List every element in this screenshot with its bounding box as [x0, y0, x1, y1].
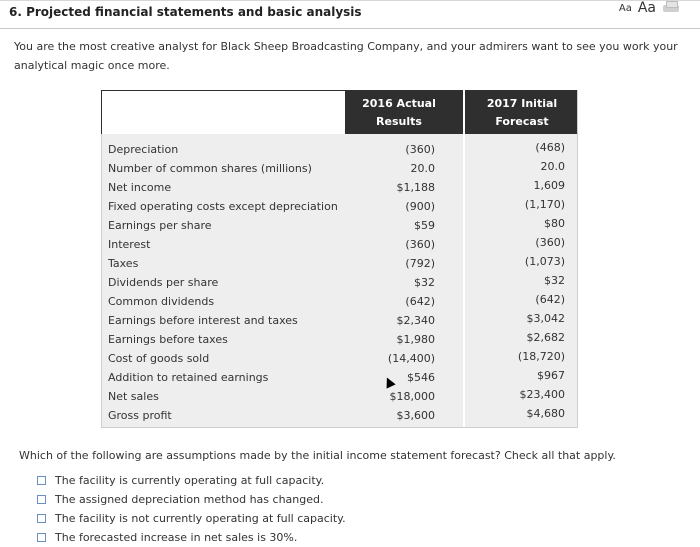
row-label: Number of common shares (millions): [108, 162, 312, 175]
value-2016: (360): [405, 238, 435, 251]
title-divider: [0, 28, 700, 29]
increase-font-button[interactable]: Aa: [637, 0, 656, 16]
value-2016: $32: [414, 276, 435, 289]
checkbox[interactable]: [37, 495, 46, 504]
value-2016: $2,340: [396, 314, 435, 327]
header-2017-line1: 2017 Initial: [486, 97, 558, 110]
value-2017[interactable]: (360): [535, 236, 565, 249]
checkbox[interactable]: [37, 514, 46, 523]
value-2016: $546: [407, 371, 435, 384]
table-header-blank-cell: [102, 91, 345, 134]
value-2016: (14,400): [387, 352, 435, 365]
value-2017[interactable]: $32: [544, 274, 565, 287]
row-label: Depreciation: [108, 143, 179, 156]
row-label: Net sales: [108, 390, 159, 403]
header-2017-line2: Forecast: [495, 115, 549, 128]
row-label: Fixed operating costs except depreciation: [108, 200, 338, 213]
value-2016: (900): [405, 200, 435, 213]
checkbox[interactable]: [37, 533, 46, 542]
option-label[interactable]: The facility is not currently operating at full capacity.: [55, 512, 346, 525]
checkbox[interactable]: [37, 476, 46, 485]
value-2017[interactable]: (1,073): [524, 255, 565, 268]
header-2016-line1: 2016 Actual: [362, 97, 436, 110]
row-label: Addition to retained earnings: [108, 371, 269, 384]
value-2016: $1,188: [396, 181, 435, 194]
row-label: Dividends per share: [108, 276, 219, 289]
value-2017[interactable]: $2,682: [526, 331, 565, 344]
value-2017[interactable]: 1,609: [533, 179, 565, 192]
row-label: Earnings per share: [108, 219, 212, 232]
row-label: Taxes: [108, 257, 139, 270]
answer-options: [37, 471, 346, 547]
row-label: Cost of goods sold: [108, 352, 210, 365]
top-border: [0, 0, 700, 1]
value-2017[interactable]: $23,400: [519, 388, 565, 401]
question-prompt: Which of the following are assumptions made by the initial income statement forecast? Check all that apply.: [19, 449, 616, 462]
row-label: Interest: [108, 238, 151, 251]
option-label[interactable]: The assigned depreciation method has changed.: [55, 493, 324, 506]
value-2017[interactable]: $3,042: [526, 312, 565, 325]
value-2016: $59: [414, 219, 435, 232]
row-label: Net income: [108, 181, 172, 194]
value-2016: $1,980: [396, 333, 435, 346]
column-separator: [463, 90, 465, 427]
value-2017[interactable]: (1,170): [524, 198, 565, 211]
row-label: Gross profit: [108, 409, 172, 422]
print-icon[interactable]: [662, 1, 680, 15]
value-2016: (792): [405, 257, 435, 270]
value-2016: (642): [405, 295, 435, 308]
header-2016-actual: [345, 95, 453, 131]
row-label: Earnings before interest and taxes: [108, 314, 298, 327]
row-labels: [108, 140, 338, 425]
header-2017-forecast: [468, 95, 576, 131]
intro-text: You are the most creative analyst for Black Sheep Broadcasting Company, and your admirers want to see you work your analytical magic once more.: [14, 40, 678, 72]
decrease-font-button[interactable]: Aa: [618, 2, 632, 14]
value-2016: (360): [405, 143, 435, 156]
header-2016-line2: Results: [376, 115, 422, 128]
value-2017[interactable]: $4,680: [526, 407, 565, 420]
values-2017: [468, 138, 565, 423]
option-label[interactable]: The facility is currently operating at full capacity.: [55, 474, 325, 487]
row-label: Common dividends: [108, 295, 215, 308]
option-label[interactable]: The forecasted increase in net sales is 30%.: [55, 531, 298, 544]
option-item[interactable]: [37, 509, 346, 528]
value-2017[interactable]: (468): [535, 141, 565, 154]
value-2017[interactable]: 20.0: [540, 160, 565, 173]
value-2017[interactable]: $80: [544, 217, 565, 230]
value-2016: $3,600: [396, 409, 435, 422]
row-label: Earnings before taxes: [108, 333, 228, 346]
option-item[interactable]: [37, 528, 346, 547]
font-controls: [619, 0, 680, 16]
value-2017[interactable]: (18,720): [517, 350, 565, 363]
option-item[interactable]: [37, 490, 346, 509]
question-title: 6. Projected financial statements and basic analysis: [9, 5, 362, 19]
value-2017[interactable]: $967: [537, 369, 565, 382]
value-2016: 20.0: [410, 162, 435, 175]
option-item[interactable]: [37, 471, 346, 490]
value-2016: $18,000: [389, 390, 435, 403]
value-2017[interactable]: (642): [535, 293, 565, 306]
